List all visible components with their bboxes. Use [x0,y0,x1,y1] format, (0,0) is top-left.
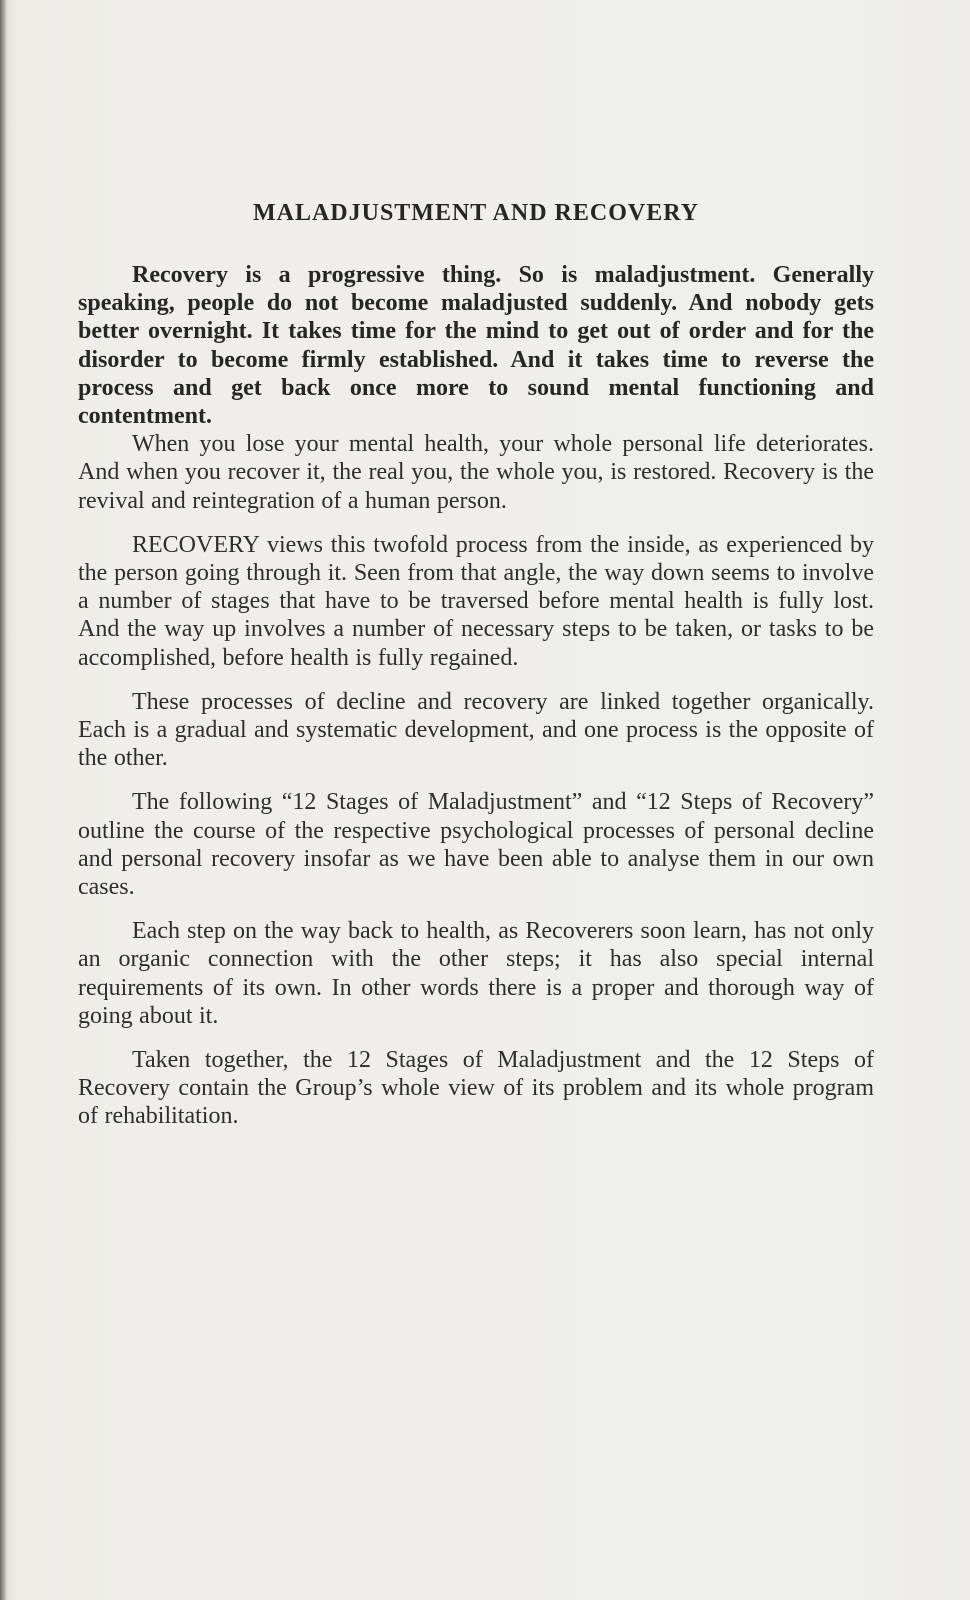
paragraph-5: The following “12 Stages of Maladjustment” and “12 Steps of Recovery” outline the course of the respective psychological processes of personal decline and personal recovery insofar as we have been able to analyse them in our own cases. [78,789,874,901]
paragraph-6: Each step on the way back to health, as Recoverers soon learn, has not only an organic connection with the other steps; it has also special internal requirements of its own. In other words there is a proper and thorough way of going about it. [78,918,874,1029]
page-binding-shadow [0,0,7,1600]
paragraph-1: Recovery is a progressive thing. So is maladjustment. Generally speaking, people do not become maladjusted suddenly. And nobody gets better overnight. It takes time for the mind to get out of order and for the disorder to become firmly established. And it takes time to reverse the process and get back once more to sound mental functioning and contentment. [78,262,874,430]
paragraph-2: When you lose your mental health, your whole personal life deteriorates. And when you recover it, the real you, the whole you, is restored. Recovery is the revival and reintegration of a human person. [78,431,874,514]
paragraph-4: These processes of decline and recovery are linked together organically. Each is a gradual and systematic development, and one process is the opposite of the other. [78,688,874,772]
page-title: MALADJUSTMENT AND RECOVERY [252,200,700,226]
page-text-block [78,200,874,1147]
paragraph-3: RECOVERY views this twofold process from the inside, as experienced by the person going through it. Seen from that angle, the way down seems to involve a number of stages that have to be traversed before mental health is fully lost. And the way up involves a number of necessary steps to be taken, or tasks to be accomplished, before health is fully regained. [78,531,874,671]
paragraph-7: Taken together, the 12 Stages of Maladjustment and the 12 Steps of Recovery contain the Group’s whole view of its problem and its whole program of rehabilitation. [78,1047,874,1130]
